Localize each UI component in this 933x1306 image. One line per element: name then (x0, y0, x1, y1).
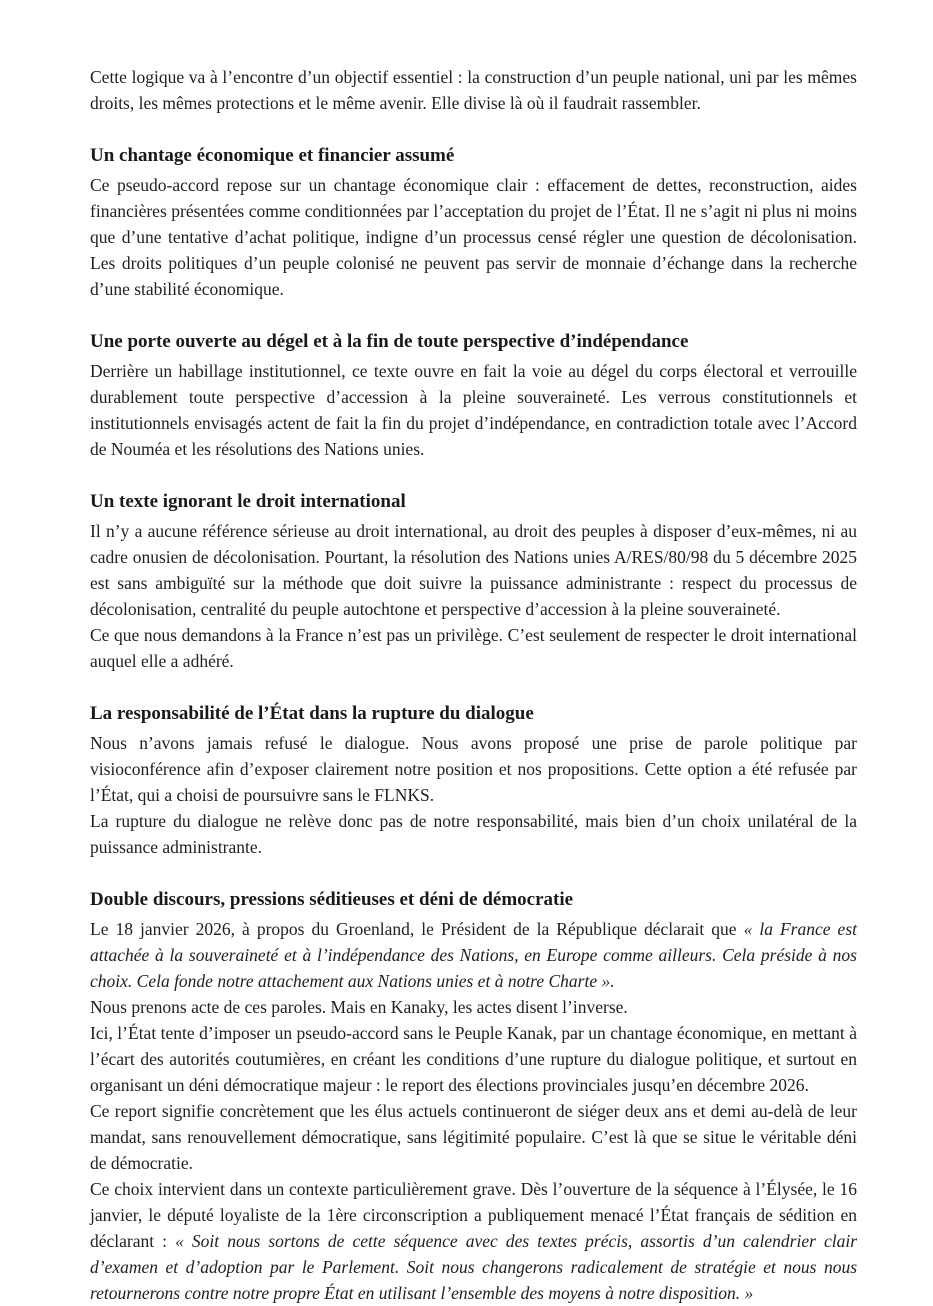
paragraph-text: Nous prenons acte de ces paroles. Mais en Kanaky, les actes disent l’inverse. (90, 997, 628, 1017)
quoted-text: « la France est attachée à la souveraineté et à l’indépendance des Nations, en Europe comme ailleurs. Cela préside à nos choix. Cela fonde notre attachement aux Nations unies et à notre Charte ». (90, 919, 857, 991)
section-heading: La responsabilité de l’État dans la rupture du dialogue (90, 703, 534, 724)
section-heading: Une porte ouverte au dégel et à la fin de toute perspective d’indépendance (90, 331, 689, 352)
section-heading: Double discours, pressions séditieuses et déni de démocratie (90, 889, 574, 910)
paragraph-text: Ici, l’État tente d’imposer un pseudo-accord sans le Peuple Kanak, par un chantage économique, en mettant à l’écart des autorités coutumières, en créant les conditions d’une rupture du dialogue politique, et surtout en organisant un déni démocratique majeur : le report des élections provinciales jusqu’en décembre 2026. (90, 1023, 857, 1095)
paragraph-text: La rupture du dialogue ne relève donc pas de notre responsabilité, mais bien d’un choix unilatéral de la puissance administrante. (90, 811, 857, 857)
paragraph (90, 358, 857, 462)
paragraph (90, 172, 857, 302)
section-heading: Un chantage économique et financier assumé (90, 145, 455, 166)
paragraph-text: Cette logique va à l’encontre d’un objectif essentiel : la construction d’un peuple national, uni par les mêmes droits, les mêmes protections et le même avenir. Elle divise là où il faudrait rassembler. (90, 67, 857, 113)
intro-paragraph (90, 64, 857, 116)
section-double-discours (90, 886, 857, 1306)
paragraph-text: Il n’y a aucune référence sérieuse au droit international, au droit des peuples à disposer d’eux-mêmes, ni au cadre onusien de décolonisation. Pourtant, la résolution des Nations unies A/RES/80/98 du 5 décembre 2025 est sans ambiguïté sur la méthode que doit suivre la puissance administrante : respect du processus de décolonisation, centralité du peuple autochtone et perspective d’accession à la pleine souveraineté. (90, 521, 857, 619)
paragraph (90, 1098, 857, 1176)
quoted-text: « Soit nous sortons de cette séquence avec des textes précis, assortis d’un calendrier clair d’examen et d’adoption par le Parlement. Soit nous changerons radicalement de stratégie et nous nous retournerons contre notre propre État en utilisant l’ensemble des moyens à notre disposition. » (90, 1231, 858, 1303)
paragraph-with-quote (90, 1176, 857, 1306)
section-chantage-economique (90, 142, 857, 302)
paragraph-text: Nous n’avons jamais refusé le dialogue. Nous avons proposé une prise de parole politique par visioconférence afin d’exposer clairement notre position et nos propositions. Cette option a été refusée par l’État, qui a choisi de poursuivre sans le FLNKS. (90, 733, 857, 805)
paragraph (90, 808, 857, 860)
paragraph (90, 622, 857, 674)
paragraph (90, 730, 857, 808)
section-porte-ouverte-degel (90, 328, 857, 462)
paragraph-text: Ce report signifie concrètement que les élus actuels continueront de siéger deux ans et demi au-delà de leur mandat, sans renouvellement démocratique, sans légitimité populaire. C’est là que se situe le véritable déni de démocratie. (90, 1101, 857, 1173)
paragraph-text: Le 18 janvier 2026, à propos du Groenland, le Président de la République déclarait que (90, 919, 744, 939)
paragraph (90, 994, 857, 1020)
section-droit-international (90, 488, 857, 674)
paragraph-text: Ce que nous demandons à la France n’est pas un privilège. C’est seulement de respecter le droit international auquel elle a adhéré. (90, 625, 857, 671)
paragraph-text: Derrière un habillage institutionnel, ce texte ouvre en fait la voie au dégel du corps électoral et verrouille durablement toute perspective d’accession à la pleine souveraineté. Les verrous constitutionnels et institutionnels envisagés actent de fait la fin du projet d’indépendance, en contradiction totale avec l’Accord de Nouméa et les résolutions des Nations unies. (90, 361, 857, 459)
paragraph-text: Ce choix intervient dans un contexte particulièrement grave. Dès l’ouverture de la séquence à l’Élysée, le 16 janvier, le député loyaliste de la 1ère circonscription a publiquement menacé l’État français de sédition en déclarant : (90, 1179, 857, 1251)
paragraph-with-quote (90, 916, 857, 994)
section-heading: Un texte ignorant le droit international (90, 491, 406, 512)
section-responsabilite-etat (90, 700, 857, 860)
paragraph (90, 518, 857, 622)
paragraph-text: Ce pseudo-accord repose sur un chantage économique clair : effacement de dettes, reconstruction, aides financières présentées comme conditionnées par l’acceptation du projet de l’État. Il ne s’agit ni plus ni moins que d’une tentative d’achat politique, indigne d’un processus censé régler une question de décolonisation. Les droits politiques d’un peuple colonisé ne peuvent pas servir de monnaie d’échange dans la recherche d’une stabilité économique. (90, 175, 857, 299)
paragraph (90, 1020, 857, 1098)
